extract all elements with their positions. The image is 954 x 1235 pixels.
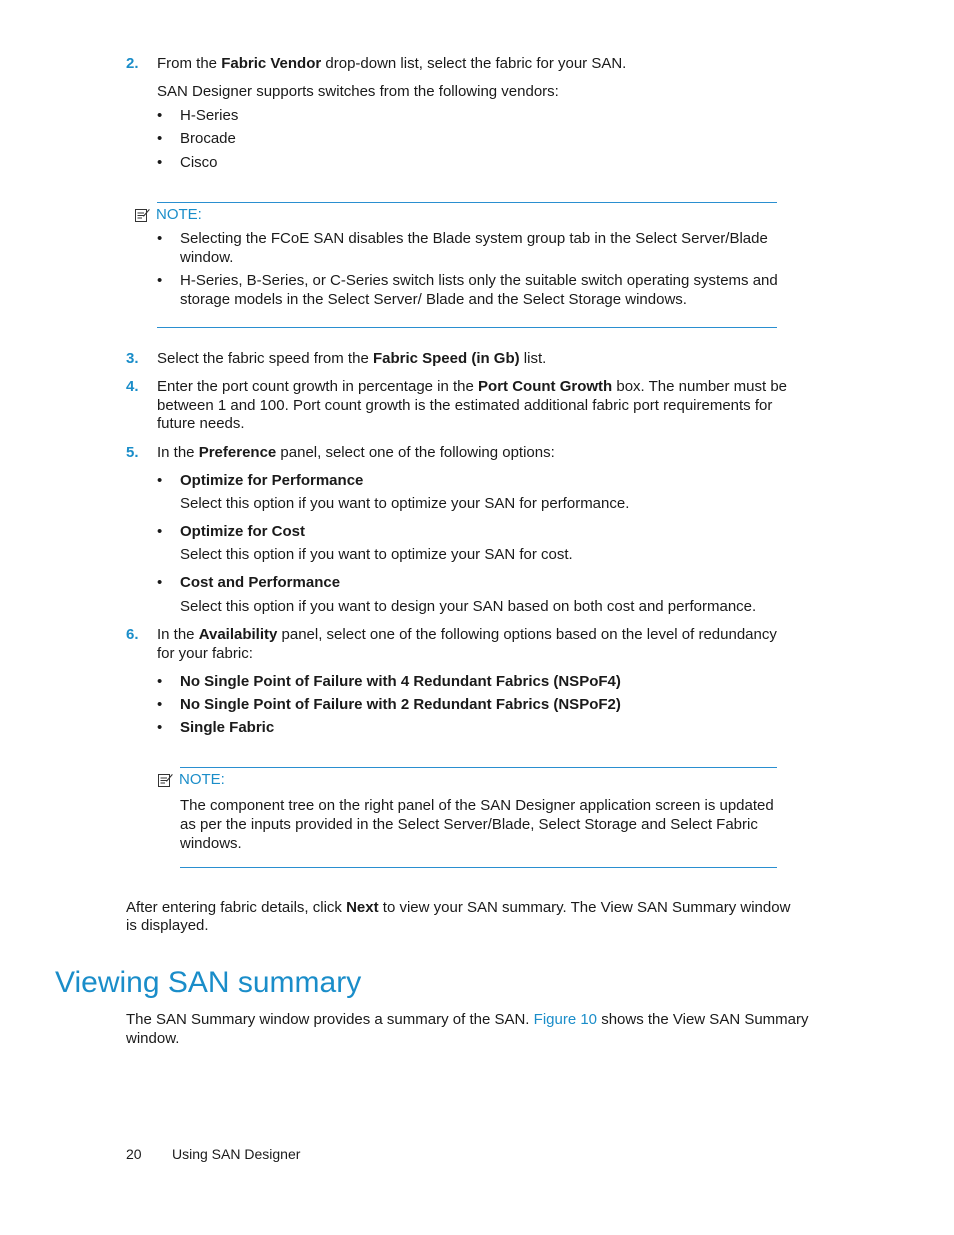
option-title: Optimize for Performance bbox=[180, 472, 364, 489]
vendor-item: Brocade bbox=[180, 130, 236, 147]
step-4-line-3: future needs. bbox=[157, 415, 245, 432]
bullet-icon: • bbox=[157, 696, 163, 713]
step-4-post: box. The number must be bbox=[612, 378, 788, 395]
preference-label: Preference bbox=[198, 444, 277, 461]
availability-option: Single Fabric bbox=[180, 719, 275, 736]
vendor-item: H-Series bbox=[180, 107, 239, 124]
availability-option: No Single Point of Failure with 4 Redundant Fabrics (NSPoF4) bbox=[180, 673, 621, 690]
step-6-line-2: for your fabric: bbox=[157, 645, 253, 662]
section-line-2: window. bbox=[126, 1030, 180, 1047]
bullet-icon: • bbox=[157, 719, 163, 736]
bullet-icon: • bbox=[157, 107, 163, 124]
option-description: Select this option if you want to optimize your SAN for cost. bbox=[180, 546, 573, 563]
page-number: 20 bbox=[126, 1146, 142, 1162]
step-5-post: panel, select one of the following options: bbox=[276, 444, 555, 461]
port-count-growth-label: Port Count Growth bbox=[478, 378, 613, 395]
note-icon bbox=[134, 207, 150, 223]
note-2-line: as per the inputs provided in the Select Server/Blade, Select Storage and Select Fabric bbox=[180, 816, 758, 833]
step-5-number: 5. bbox=[126, 444, 139, 461]
step-4-pre: Enter the port count growth in percentage in the bbox=[157, 378, 479, 395]
step-6-number: 6. bbox=[126, 626, 139, 643]
note-bottom-rule bbox=[180, 867, 777, 868]
step-3-text bbox=[157, 349, 546, 368]
step-3-number: 3. bbox=[126, 350, 139, 367]
after-line-1 bbox=[126, 898, 790, 917]
step-2-post: drop-down list, select the fabric for your SAN. bbox=[321, 55, 627, 72]
step-5-text bbox=[157, 443, 555, 462]
note-1-item-2-line-1: H-Series, B-Series, or C-Series switch lists only the suitable switch operating systems and bbox=[180, 272, 778, 289]
option-title: Optimize for Cost bbox=[180, 523, 306, 540]
fabric-vendor-label: Fabric Vendor bbox=[221, 55, 322, 72]
note-2-label: NOTE: bbox=[179, 771, 225, 788]
step-4-line-1 bbox=[157, 377, 787, 396]
fabric-speed-label: Fabric Speed (in Gb) bbox=[372, 350, 520, 367]
option-description: Select this option if you want to optimize your SAN for performance. bbox=[180, 495, 630, 512]
section-pre: The SAN Summary window provides a summary of the SAN. bbox=[126, 1011, 534, 1028]
note-2-header bbox=[157, 770, 225, 789]
after-line-2: is displayed. bbox=[126, 917, 209, 934]
section-line-1 bbox=[126, 1010, 809, 1029]
note-top-rule bbox=[180, 767, 777, 768]
section-heading: Viewing SAN summary bbox=[55, 966, 362, 999]
vendor-item: Cisco bbox=[180, 154, 218, 171]
option-description: Select this option if you want to design your SAN based on both cost and performance. bbox=[180, 598, 757, 615]
bullet-icon: • bbox=[157, 472, 163, 489]
after-pre: After entering fabric details, click bbox=[126, 899, 347, 916]
option-title: Cost and Performance bbox=[180, 574, 341, 591]
note-bottom-rule bbox=[157, 327, 777, 328]
section-post: shows the View SAN Summary bbox=[597, 1011, 809, 1028]
availability-option: No Single Point of Failure with 2 Redundant Fabrics (NSPoF2) bbox=[180, 696, 621, 713]
bullet-icon: • bbox=[157, 272, 163, 289]
after-post: to view your SAN summary. The View SAN Summary window bbox=[378, 899, 791, 916]
bullet-icon: • bbox=[157, 574, 163, 591]
step-6-post: panel, select one of the following options based on the level of redundancy bbox=[277, 626, 777, 643]
step-4-line-2: between 1 and 100. Port count growth is the estimated additional fabric port requirements for bbox=[157, 397, 773, 414]
note-top-rule bbox=[157, 202, 777, 203]
bullet-icon: • bbox=[157, 523, 163, 540]
note-2-line: windows. bbox=[180, 835, 242, 852]
step-3-post: list. bbox=[519, 350, 547, 367]
step-3-pre: Select the fabric speed from the bbox=[157, 350, 373, 367]
note-1-header bbox=[134, 205, 202, 224]
step-2-pre: From the bbox=[157, 55, 222, 72]
step-2-text bbox=[157, 54, 626, 73]
figure-10-link[interactable]: Figure 10 bbox=[533, 1011, 598, 1028]
note-2-line: The component tree on the right panel of the SAN Designer application screen is updated bbox=[180, 797, 774, 814]
step-4-number: 4. bbox=[126, 378, 139, 395]
bullet-icon: • bbox=[157, 230, 163, 247]
step-6-pre: In the bbox=[157, 626, 199, 643]
availability-label: Availability bbox=[198, 626, 278, 643]
note-1-item-1-line-2: window. bbox=[180, 249, 234, 266]
bullet-icon: • bbox=[157, 673, 163, 690]
next-label: Next bbox=[346, 899, 379, 916]
footer-title: Using SAN Designer bbox=[172, 1146, 301, 1162]
step-2-subtext: SAN Designer supports switches from the following vendors: bbox=[157, 83, 559, 100]
note-1-item-2-line-2: storage models in the Select Server/ Blade and the Select Storage windows. bbox=[180, 291, 687, 308]
note-1-item-1-line-1: Selecting the FCoE SAN disables the Blade system group tab in the Select Server/Blade bbox=[180, 230, 768, 247]
bullet-icon: • bbox=[157, 130, 163, 147]
note-icon bbox=[157, 772, 173, 788]
step-6-line-1 bbox=[157, 625, 777, 644]
step-5-pre: In the bbox=[157, 444, 199, 461]
bullet-icon: • bbox=[157, 154, 163, 171]
note-1-label: NOTE: bbox=[156, 206, 202, 223]
step-2-number: 2. bbox=[126, 55, 139, 72]
